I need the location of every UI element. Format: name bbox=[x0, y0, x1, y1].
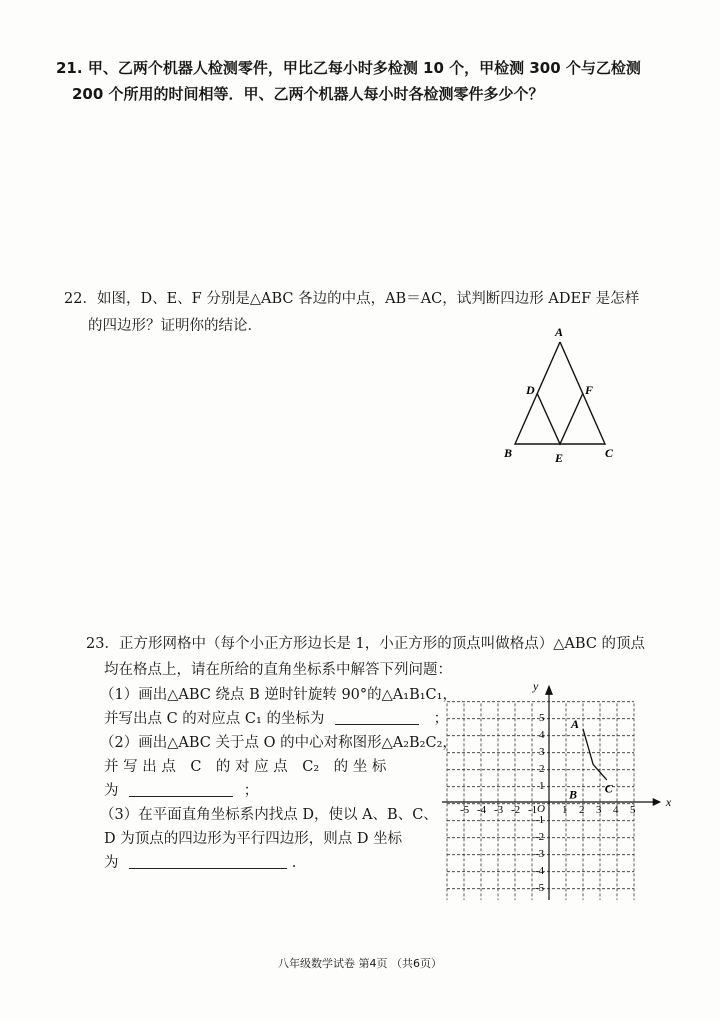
q23-part3-end: . bbox=[291, 855, 297, 871]
q21-number: 21. bbox=[56, 59, 83, 77]
label-a: A bbox=[555, 325, 564, 339]
y-tick-label: -4 bbox=[535, 865, 545, 877]
q23-part2-a: （2）画出△ABC 关于点 O 的中心对称图形△A₂B₂C₂， bbox=[100, 735, 457, 751]
x-tick-label: -2 bbox=[511, 804, 521, 816]
answer-blank-d[interactable] bbox=[129, 854, 287, 869]
y-tick-label: -3 bbox=[535, 848, 545, 860]
y-tick-label: -2 bbox=[535, 831, 545, 843]
q23-part3-c-text: 为 bbox=[104, 855, 119, 871]
answer-blank-c1[interactable] bbox=[335, 710, 419, 725]
q21-text-1: 甲、乙两个机器人检测零件，甲比乙每小时多检测 10 个，甲检测 300 个与乙检测 bbox=[87, 59, 641, 77]
triangle-abc-path bbox=[583, 729, 607, 780]
y-tick-label: 3 bbox=[539, 746, 545, 758]
x-tick-label: -5 bbox=[460, 804, 470, 816]
q23-line-1: 23．正方形网格中（每个小正方形边长是 1，小正方形的顶点叫做格点）△ABC 的顶点 bbox=[86, 636, 646, 652]
y-tick-label: -1 bbox=[535, 814, 545, 826]
q23-part1-b bbox=[104, 709, 448, 729]
q22-line-2: 的四边形？证明你的结论． bbox=[88, 318, 262, 334]
q23-part3-a: （3）在平面直角坐标系内找点 D，使以 A、B、C、 bbox=[100, 807, 438, 823]
x-tick-label: 4 bbox=[613, 804, 619, 816]
q23-part3-b: D 为顶点的四边形为平行四边形，则点 D 坐标 bbox=[104, 831, 403, 847]
segments-de-ef bbox=[537, 393, 583, 444]
x-tick-label: 3 bbox=[596, 804, 602, 816]
y-axis-label: y bbox=[533, 680, 539, 693]
page-footer: 八年级数学试卷 第4页 （共6页） bbox=[278, 957, 442, 970]
x-axis-label: x bbox=[665, 795, 672, 809]
label-f: F bbox=[585, 383, 594, 397]
q23-part3-c bbox=[104, 853, 296, 873]
x-tick-label: -3 bbox=[494, 804, 504, 816]
axes bbox=[442, 685, 661, 900]
q23-part1-end: ； bbox=[433, 711, 449, 727]
label-d: D bbox=[526, 383, 535, 397]
label-c: C bbox=[605, 446, 614, 460]
y-tick-label: -5 bbox=[535, 882, 545, 894]
q23-line-2: 均在格点上，请在所给的直角坐标系中解答下列问题： bbox=[104, 662, 452, 678]
x-tick-label: 1 bbox=[562, 804, 568, 816]
q23-part1-b-text: 并写出点 C 的对应点 C₁ 的坐标为 bbox=[104, 711, 325, 727]
q23-part2-b: 并 写 出 点 C 的 对 应 点 C₂ 的 坐 标 bbox=[104, 759, 387, 775]
x-tick-label: -1 bbox=[528, 804, 538, 816]
q23-part2-c-text: 为 bbox=[104, 783, 119, 799]
point-a-label: A bbox=[571, 716, 580, 731]
label-b: B bbox=[504, 446, 513, 460]
origin-label: O bbox=[537, 803, 545, 815]
point-c-label: C bbox=[604, 781, 613, 796]
q23-part1-a: （1）画出△ABC 绕点 B 逆时针旋转 90°的△A₁B₁C₁， bbox=[100, 687, 457, 703]
y-tick-label: 2 bbox=[539, 763, 545, 775]
answer-blank-c2[interactable] bbox=[129, 782, 233, 797]
x-tick-label: -4 bbox=[477, 804, 487, 816]
q23-part2-end: ； bbox=[243, 783, 259, 799]
x-axis-arrow bbox=[653, 798, 662, 806]
q21-line-1 bbox=[56, 58, 641, 78]
y-axis-arrow bbox=[545, 685, 553, 695]
x-tick-label: 5 bbox=[630, 804, 636, 816]
x-tick-label: 2 bbox=[579, 804, 585, 816]
coordinate-grid bbox=[442, 680, 672, 900]
q22-triangle-figure bbox=[496, 322, 626, 467]
y-tick-label: 1 bbox=[539, 780, 545, 792]
q23-part2-c bbox=[104, 781, 258, 801]
point-b-label: B bbox=[569, 787, 578, 802]
label-e: E bbox=[555, 451, 564, 465]
y-tick-label: 4 bbox=[539, 729, 545, 741]
q21-line-2: 200 个所用的时间相等．甲、乙两个机器人每小时各检测零件多少个？ bbox=[72, 85, 544, 103]
y-tick-label: 5 bbox=[539, 712, 545, 724]
tick-labels bbox=[460, 712, 636, 894]
q22-line-1: 22．如图，D、E、F 分别是△ABC 各边的中点，AB＝AC，试判断四边形 ADEF 是怎样 bbox=[64, 291, 640, 307]
